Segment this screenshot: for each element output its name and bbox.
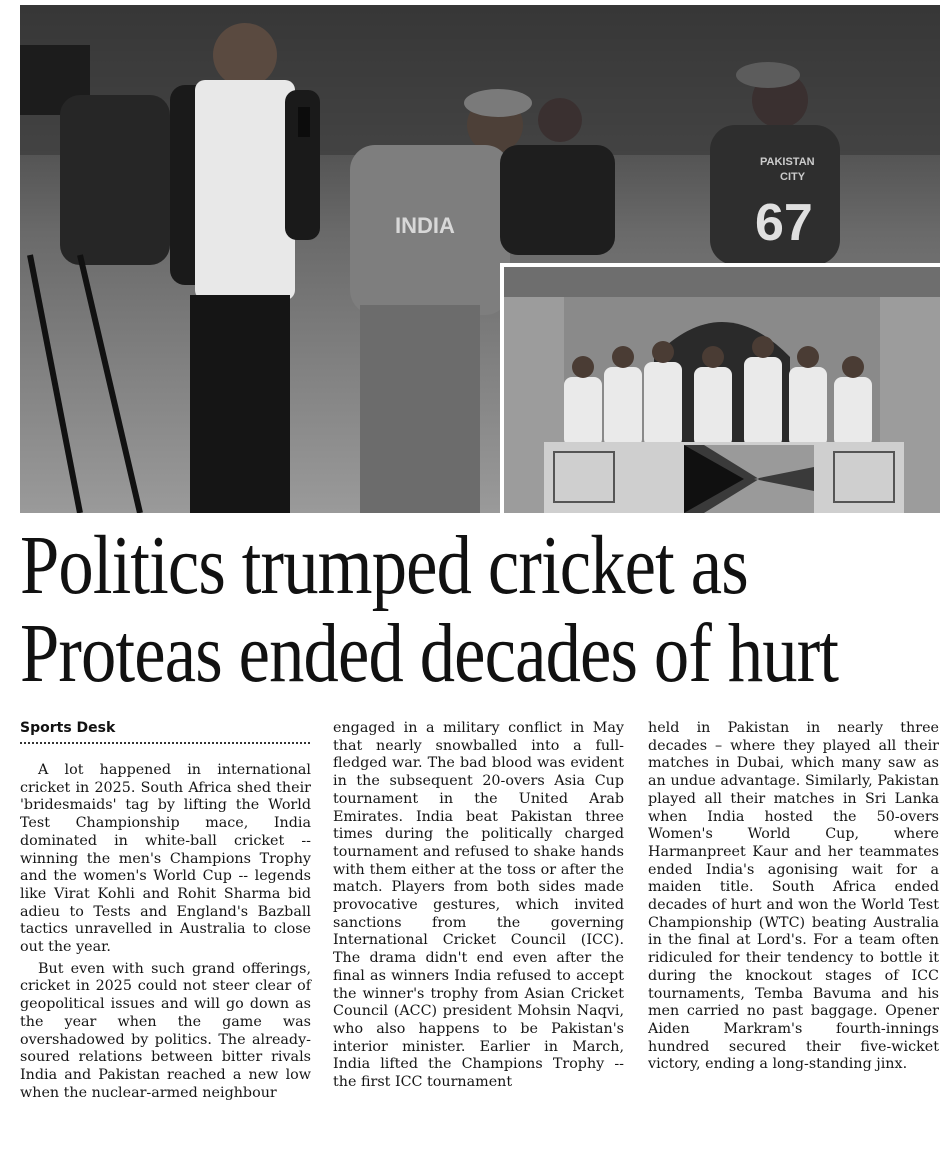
headline xyxy=(20,519,839,700)
main-photo xyxy=(20,5,940,513)
article-column-2 xyxy=(333,720,624,1092)
svg-text:INDIA: INDIA xyxy=(395,213,455,238)
byline: Sports Desk xyxy=(20,720,310,744)
svg-text:PAKISTAN: PAKISTAN xyxy=(760,156,815,168)
article-column-1 xyxy=(20,762,311,1102)
svg-text:67: 67 xyxy=(755,194,813,252)
headline-line-2: Proteas ended decades of hurt xyxy=(20,607,839,700)
svg-text:CITY: CITY xyxy=(780,171,806,183)
headline-line-1: Politics trumped cricket as xyxy=(20,519,748,612)
paragraph: But even with such grand offerings, cricket in 2025 could not steer clear of geopolitical issues and will go down as the year when the game was overshadowed by politics. The already-soured relations between bitter rivals India and Pakistan reached a new low when the nuclear-armed neighbour xyxy=(20,960,311,1101)
paragraph: held in Pakistan in nearly three decades – where they played all their matches in Dubai, which many saw as an undue advantage. Similarly, Pakistan played all their matches in Sri Lanka when India hosted the 50-overs Women's World Cup, where Harmanpreet Kaur and her teammates ended India's agonising wait for a maiden title. South Africa ended decades of hurt and won the World Test Championship (WTC) beating Australia in the final at Lord's. For a team often ridiculed for their tendency to bottle it during the knockout stages of ICC tournaments, Temba Bavuma and his men carried no past baggage. Opener Aiden Markram's fourth-innings hundred secured their five-wicket victory, ending a long-standing jinx. xyxy=(648,720,939,1073)
proteas-celebration-balcony-photo-icon xyxy=(504,267,940,513)
inset-photo xyxy=(500,263,940,513)
paragraph: engaged in a military conflict in May that nearly snowballed into a full-fledged war. The bad blood was evident in the subsequent 20-overs Asia Cup tournament in the United Arab Emirates. India beat Pakistan three times during the politically charged tournament and refused to shake hands with them either at the toss or after the match. Players from both sides made provocative gestures, which invited sanctions from the governing International Cricket Council (ICC). The drama didn't end even after the final as winners India refused to accept the winner's trophy from Asian Cricket Council (ACC) president Mohsin Naqvi, who also happens to be Pakistan's interior minister. Earlier in March, India lifted the Champions Trophy -- the first ICC tournament xyxy=(333,720,624,1091)
article-column-3 xyxy=(648,720,939,1074)
paragraph: A lot happened in international cricket in 2025. South Africa shed their 'bridesmaids' tag by lifting the World Test Championship mace, India dominated in white-ball cricket -- winning the men's Champions Trophy and the women's World Cup -- legends like Virat Kohli and Rohit Sharma bid adieu to Tests and England's Bazball tactics unravelled in Australia to close out the year. xyxy=(20,762,311,956)
